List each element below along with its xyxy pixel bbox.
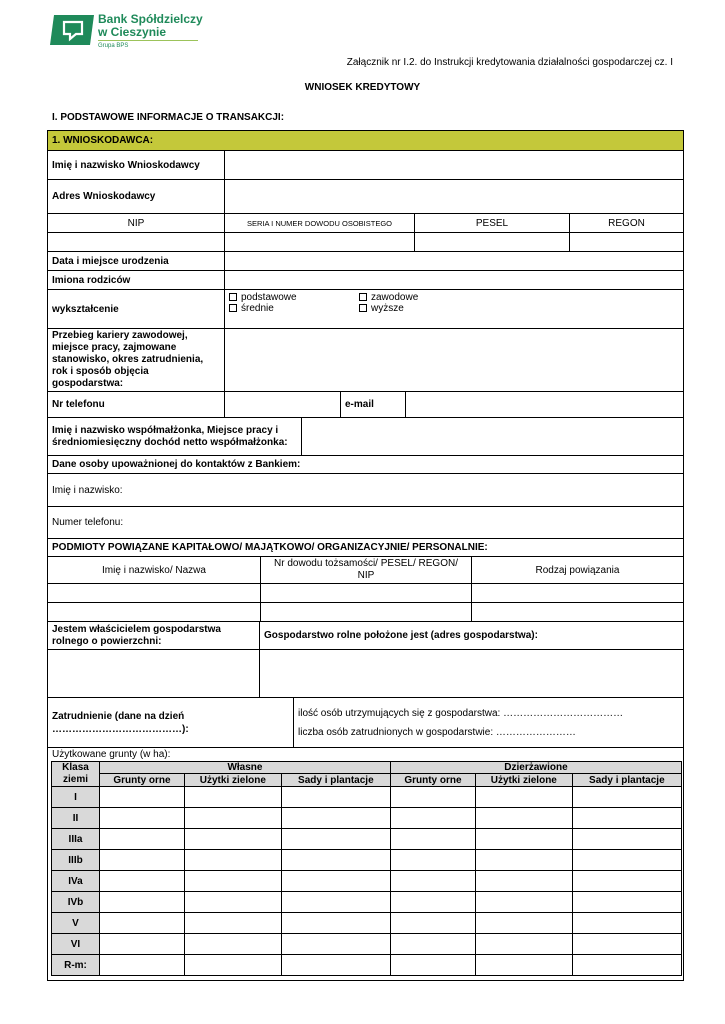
checkbox-icon[interactable] xyxy=(359,304,367,312)
related-field-name[interactable] xyxy=(48,584,261,602)
land-cell[interactable] xyxy=(390,892,475,913)
row-employment xyxy=(48,698,683,748)
email-label: e-mail xyxy=(341,392,406,417)
land-cell[interactable] xyxy=(475,871,572,892)
related-field-id[interactable] xyxy=(261,584,472,602)
land-row xyxy=(52,808,682,829)
land-leased-header: Dzierżawione xyxy=(390,762,681,774)
land-cell[interactable] xyxy=(281,850,390,871)
land-col: Grunty orne xyxy=(390,774,475,787)
bank-name-line2: w Cieszynie xyxy=(98,25,167,39)
land-class-label: I xyxy=(52,787,100,808)
contact-person-header: Dane osoby upoważnionej do kontaktów z Bankiem: xyxy=(52,459,301,470)
land-row xyxy=(52,850,682,871)
land-cell[interactable] xyxy=(100,787,185,808)
applicant-header-label: 1. WNIOSKODAWCA: xyxy=(52,135,154,146)
nip-field[interactable] xyxy=(48,233,225,251)
land-class-label: IVa xyxy=(52,871,100,892)
applicant-address-field[interactable] xyxy=(225,180,683,213)
row-education xyxy=(48,290,683,329)
land-cell[interactable] xyxy=(475,955,572,976)
row-land xyxy=(48,748,683,976)
related-field-type[interactable] xyxy=(472,584,683,602)
land-cell[interactable] xyxy=(281,829,390,850)
land-cell[interactable] xyxy=(281,871,390,892)
land-cell[interactable] xyxy=(281,955,390,976)
career-label: Przebieg kariery zawodowej, miejsce pracy, zajmowane stanowisko, okres zatrudnienia, rok i sposób objęcia gospodarstwa: xyxy=(48,329,225,391)
email-field[interactable] xyxy=(406,392,683,417)
annex-note: Załącznik nr I.2. do Instrukcji kredytowania działalności gospodarczej cz. I xyxy=(346,57,673,68)
farm-area-field[interactable] xyxy=(48,650,260,697)
land-class-label: IIIa xyxy=(52,829,100,850)
land-cell[interactable] xyxy=(390,808,475,829)
row-contact-header xyxy=(48,456,683,474)
land-cell[interactable] xyxy=(572,850,681,871)
edu-option-label: zawodowe xyxy=(371,292,419,303)
id-card-field[interactable] xyxy=(225,233,415,251)
edu-option-label: wyższe xyxy=(371,303,404,314)
farm-address-field[interactable] xyxy=(260,650,683,697)
applicant-name-field[interactable] xyxy=(225,151,683,179)
dependents-label: ilość osób utrzymujących się z gospodarstwa: ……………………………… xyxy=(298,707,624,719)
related-row xyxy=(48,603,683,622)
land-cell[interactable] xyxy=(184,913,281,934)
land-cell[interactable] xyxy=(100,892,185,913)
education-options xyxy=(225,290,683,328)
applicant-name-label: Imię i nazwisko Wnioskodawcy xyxy=(48,151,225,179)
land-cell[interactable] xyxy=(184,829,281,850)
related-entities-header: PODMIOTY POWIĄZANE KAPITAŁOWO/ MAJĄTKOWO/ ORGANIZACYJNIE/ PERSONALNIE: xyxy=(52,542,488,553)
land-rows xyxy=(52,787,682,976)
edu-option-srednie[interactable] xyxy=(229,303,359,314)
land-cell[interactable] xyxy=(184,934,281,955)
land-cell[interactable] xyxy=(572,871,681,892)
row-career xyxy=(48,329,683,392)
phone-field[interactable] xyxy=(225,392,341,417)
row-farm-labels xyxy=(48,622,683,650)
row-applicant-address xyxy=(48,180,683,214)
farm-address-label: Gospodarstwo rolne położone jest (adres gospodarstwa): xyxy=(264,630,538,641)
land-cell[interactable] xyxy=(100,829,185,850)
land-cell[interactable] xyxy=(390,913,475,934)
parents-field[interactable] xyxy=(225,271,683,289)
employees-label: liczba osób zatrudnionych w gospodarstwie: …………………… xyxy=(298,726,576,738)
land-cell[interactable] xyxy=(100,934,185,955)
land-cell[interactable] xyxy=(100,808,185,829)
spouse-field[interactable] xyxy=(302,418,683,455)
land-cell[interactable] xyxy=(390,850,475,871)
land-row xyxy=(52,955,682,976)
edu-option-label: średnie xyxy=(241,303,274,314)
row-spouse xyxy=(48,418,683,456)
land-row xyxy=(52,934,682,955)
land-class-label: R-m: xyxy=(52,955,100,976)
contact-phone-label: Numer telefonu: xyxy=(52,517,124,528)
employment-label: Zatrudnienie (dane na dzień …………………………………): xyxy=(48,698,294,747)
land-cell[interactable] xyxy=(100,871,185,892)
land-cell[interactable] xyxy=(390,955,475,976)
land-cell[interactable] xyxy=(184,850,281,871)
land-cell[interactable] xyxy=(100,850,185,871)
related-row xyxy=(48,584,683,603)
related-field-name[interactable] xyxy=(48,603,261,621)
related-field-id[interactable] xyxy=(261,603,472,621)
row-contact-info xyxy=(48,392,683,418)
spouse-label: Imię i nazwisko współmałżonka, Miejsce pracy i średniomiesięczny dochód netto współmałżonka: xyxy=(48,418,302,455)
land-row xyxy=(52,829,682,850)
land-cell[interactable] xyxy=(475,787,572,808)
land-cell[interactable] xyxy=(281,787,390,808)
bank-logo-text xyxy=(98,12,203,49)
land-cell[interactable] xyxy=(475,913,572,934)
land-cell[interactable] xyxy=(572,808,681,829)
land-col: Użytki zielone xyxy=(184,774,281,787)
row-applicant-name xyxy=(48,151,683,180)
section-heading: I. PODSTAWOWE INFORMACJE O TRANSAKCJI: xyxy=(52,112,285,123)
land-row xyxy=(52,787,682,808)
regon-label: REGON xyxy=(608,217,645,229)
birth-label: Data i miejsce urodzenia xyxy=(48,252,225,270)
row-id-headers xyxy=(48,214,683,233)
land-cell[interactable] xyxy=(184,871,281,892)
pesel-label: PESEL xyxy=(415,214,570,232)
land-cell[interactable] xyxy=(572,829,681,850)
land-row xyxy=(52,871,682,892)
land-class-label: IIIb xyxy=(52,850,100,871)
related-col-name: Imię i nazwisko/ Nazwa xyxy=(48,557,261,583)
checkbox-icon[interactable] xyxy=(229,304,237,312)
edu-option-label: podstawowe xyxy=(241,292,297,303)
related-col-id: Nr dowodu tożsamości/ PESEL/ REGON/ NIP xyxy=(261,557,472,583)
contact-name-label: Imię i nazwisko: xyxy=(52,484,123,496)
related-col-type: Rodzaj powiązania xyxy=(535,564,620,576)
land-cell[interactable] xyxy=(475,892,572,913)
land-label: Użytkowane grunty (w ha): xyxy=(52,749,171,760)
land-table xyxy=(51,761,682,976)
application-form xyxy=(47,130,684,981)
related-field-type[interactable] xyxy=(472,603,683,621)
land-class-header: Klasa ziemi xyxy=(52,762,100,787)
id-card-label: SERIA I NUMER DOWODU OSOBISTEGO xyxy=(225,214,415,232)
edu-option-wyzsze[interactable] xyxy=(359,303,404,314)
edu-option-zawodowe[interactable] xyxy=(359,292,418,303)
land-col: Użytki zielone xyxy=(475,774,572,787)
land-cell[interactable] xyxy=(281,934,390,955)
land-class-label: V xyxy=(52,913,100,934)
nip-label: NIP xyxy=(48,214,225,232)
bank-name-line1: Bank Spółdzielczy xyxy=(98,12,203,26)
land-col: Sady i plantacje xyxy=(281,774,390,787)
row-parents xyxy=(48,271,683,290)
checkbox-icon[interactable] xyxy=(229,293,237,301)
land-cell[interactable] xyxy=(390,934,475,955)
document-title: WNIOSEK KREDYTOWY xyxy=(304,82,421,93)
land-class-label: IVb xyxy=(52,892,100,913)
land-own-header: Własne xyxy=(100,762,391,774)
land-cell[interactable] xyxy=(475,934,572,955)
edu-option-podstawowe[interactable] xyxy=(229,292,359,303)
land-cell[interactable] xyxy=(572,913,681,934)
bank-logo-icon xyxy=(50,13,94,47)
land-cell[interactable] xyxy=(281,892,390,913)
land-cell[interactable] xyxy=(184,892,281,913)
checkbox-icon[interactable] xyxy=(359,293,367,301)
land-cell[interactable] xyxy=(572,892,681,913)
farm-area-label: Jestem właścicielem gospodarstwa rolnego o powierzchni: xyxy=(48,622,260,649)
row-contact-phone[interactable] xyxy=(48,507,683,539)
land-cell[interactable] xyxy=(184,808,281,829)
parents-label: Imiona rodziców xyxy=(48,271,225,289)
land-cell[interactable] xyxy=(281,808,390,829)
land-cell[interactable] xyxy=(475,808,572,829)
land-cell[interactable] xyxy=(100,913,185,934)
row-farm-values xyxy=(48,650,683,698)
land-cell[interactable] xyxy=(475,850,572,871)
land-cell[interactable] xyxy=(390,829,475,850)
bank-logo xyxy=(50,13,210,53)
row-id-values xyxy=(48,233,683,252)
land-cell[interactable] xyxy=(572,934,681,955)
education-label: wykształcenie xyxy=(48,290,225,328)
applicant-address-label: Adres Wnioskodawcy xyxy=(48,180,225,213)
bank-group: Grupa BPS xyxy=(98,43,129,49)
land-cell[interactable] xyxy=(475,829,572,850)
land-cell[interactable] xyxy=(572,955,681,976)
row-related-header xyxy=(48,539,683,557)
land-cell[interactable] xyxy=(184,787,281,808)
land-class-label: VI xyxy=(52,934,100,955)
land-col: Sady i plantacje xyxy=(572,774,681,787)
row-related-cols xyxy=(48,557,683,584)
land-cell[interactable] xyxy=(281,913,390,934)
phone-label: Nr telefonu xyxy=(48,392,225,417)
logo-rule xyxy=(98,40,198,41)
land-cell[interactable] xyxy=(390,787,475,808)
land-row xyxy=(52,892,682,913)
row-birth xyxy=(48,252,683,271)
employment-details xyxy=(294,698,683,747)
land-col: Grunty orne xyxy=(100,774,185,787)
pesel-field[interactable] xyxy=(415,233,570,251)
career-field[interactable] xyxy=(225,329,683,391)
land-cell[interactable] xyxy=(390,871,475,892)
land-cell[interactable] xyxy=(572,787,681,808)
birth-field[interactable] xyxy=(225,252,683,270)
regon-field[interactable] xyxy=(570,233,683,251)
applicant-header xyxy=(48,131,683,151)
land-row xyxy=(52,913,682,934)
row-contact-name[interactable] xyxy=(48,474,683,507)
land-cell[interactable] xyxy=(184,955,281,976)
land-class-label: II xyxy=(52,808,100,829)
land-cell[interactable] xyxy=(100,955,185,976)
